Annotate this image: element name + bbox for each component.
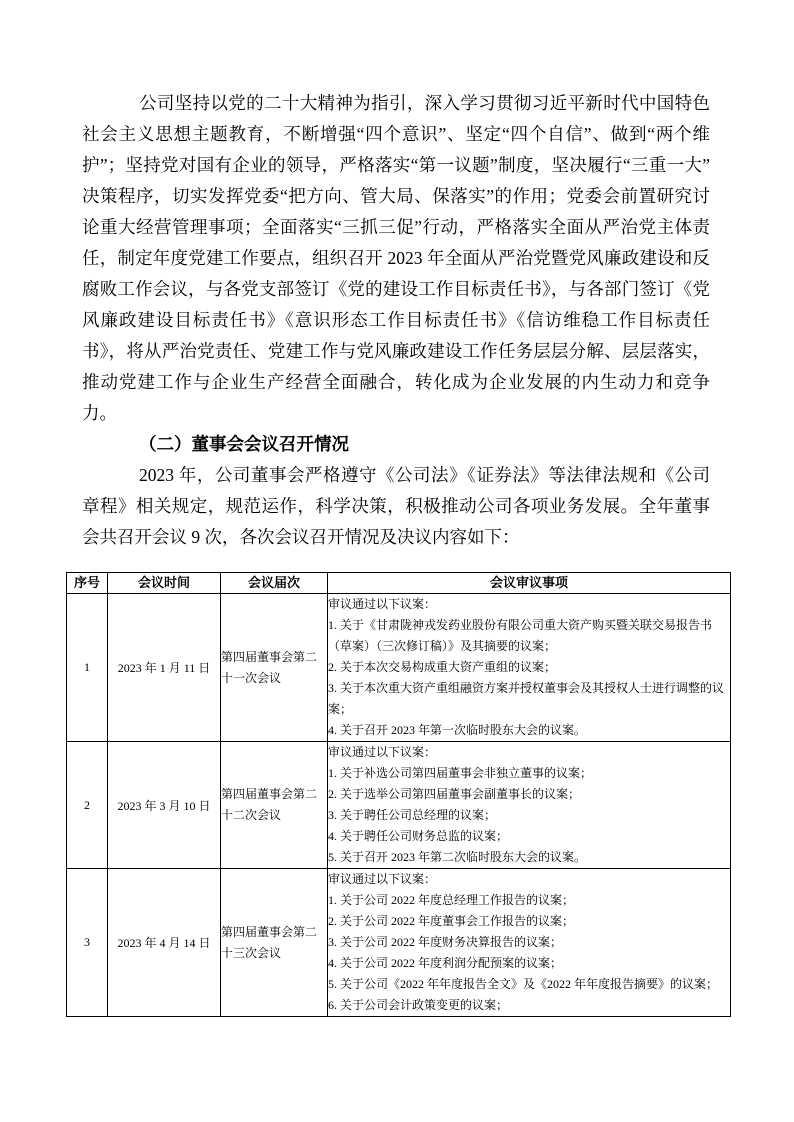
cell-agenda xyxy=(328,594,731,742)
section-heading: （二）董事会会议召开情况 xyxy=(139,434,349,454)
paragraph-party-building: 公司坚持以党的二十大精神为指引，深入学习贯彻习近平新时代中国特色社会主义思想主题教育，不断增强“四个意识”、坚定“四个自信”、做到“两个维护”；坚持党对国有企业的领导，严格落实“第一议题”制度，坚决履行“三重一大”决策程序，切实发挥党委“把方向、管大局、保落实”的作用；党委会前置研究讨论重大经营管理事项；全面落实“三抓三促”行动，严格落实全面从严治党主体责任，制定年度党建工作要点，组织召开 2023 年全面从严治党暨党风廉政建设和反腐败工作会议，与各党支部签订《党的建设工作目标责任书》，与各部门签订《党风廉政建设目标责任书》《意识形态工作目标责任书》《信访维稳工作目标责任书》，将从严治党责任、党建工作与党风廉政建设工作任务层层分解、层层落实，推动党建工作与企业生产经营全面融合，转化成为企业发展的内生动力和竞争力。 xyxy=(82,93,710,423)
agenda-line: 3. 关于本次重大资产重组融资方案并授权董事会及其授权人士进行调整的议案； xyxy=(328,681,725,716)
agenda-line: 2. 关于选举公司第四届董事会副董事长的议案； xyxy=(328,787,581,801)
table-row-meeting-2 xyxy=(67,742,731,869)
agenda-line: 6. 关于公司会计政策变更的议案； xyxy=(328,998,509,1012)
agenda-line: 2. 关于本次交易构成重大资产重组的议案； xyxy=(328,660,557,674)
agenda-line: 1. 关于《甘肃陇神戎发药业股份有限公司重大资产购买暨关联交易报告书（草案）（三次修订稿）》及其摘要的议案； xyxy=(328,618,713,653)
cell-date: 2023 年 1 月 11 日 xyxy=(108,594,221,742)
agenda-line: 4. 关于公司 2022 年度利润分配预案的议案； xyxy=(328,956,563,970)
cell-session: 第四届董事会第二十三次会议 xyxy=(221,869,328,1017)
agenda-line: 审议通过以下议案： xyxy=(328,745,437,759)
cell-date: 2023 年 4 月 14 日 xyxy=(108,869,221,1017)
agenda-line: 审议通过以下议案： xyxy=(328,597,437,611)
cell-no: 1 xyxy=(67,594,108,742)
table-header-row xyxy=(67,573,731,594)
document-content xyxy=(73,88,725,1017)
table-row-meeting-1 xyxy=(67,594,731,742)
agenda-line: 4. 关于聘任公司财务总监的议案； xyxy=(328,829,509,843)
board-meetings-table xyxy=(66,572,731,1017)
agenda-line: 3. 关于公司 2022 年度财务决算报告的议案； xyxy=(328,935,563,949)
agenda-line: 审议通过以下议案： xyxy=(328,872,437,886)
column-header-agenda: 会议审议事项 xyxy=(328,573,731,594)
column-header-session: 会议届次 xyxy=(221,573,328,594)
cell-date: 2023 年 3 月 10 日 xyxy=(108,742,221,869)
cell-agenda xyxy=(328,869,731,1017)
paragraph-board-meetings-intro: 2023 年，公司董事会严格遵守《公司法》《证券法》等法律法规和《公司章程》相关规定，规范运作，科学决策，积极推动公司各项业务发展。全年董事会共召开会议 9 次，各次会议召开情况及决议内容如下： xyxy=(82,465,710,547)
cell-agenda xyxy=(328,742,731,869)
agenda-line: 1. 关于补选公司第四届董事会非独立董事的议案； xyxy=(328,766,593,780)
agenda-line: 3. 关于聘任公司总经理的议案； xyxy=(328,808,497,822)
column-header-date: 会议时间 xyxy=(108,573,221,594)
table-row-meeting-3 xyxy=(67,869,731,1017)
cell-session: 第四届董事会第二十一次会议 xyxy=(221,594,328,742)
agenda-line: 5. 关于召开 2023 年第二次临时股东大会的议案。 xyxy=(328,850,587,864)
cell-session: 第四届董事会第二十二次会议 xyxy=(221,742,328,869)
column-header-no: 序号 xyxy=(67,573,108,594)
agenda-line: 2. 关于公司 2022 年度董事会工作报告的议案； xyxy=(328,914,575,928)
cell-no: 3 xyxy=(67,869,108,1017)
agenda-line: 4. 关于召开 2023 年第一次临时股东大会的议案。 xyxy=(328,723,587,737)
agenda-line: 1. 关于公司 2022 年度总经理工作报告的议案； xyxy=(328,893,575,907)
agenda-line: 5. 关于公司《2022 年年度报告全文》及《2022 年年度报告摘要》的议案； xyxy=(328,977,719,991)
cell-no: 2 xyxy=(67,742,108,869)
